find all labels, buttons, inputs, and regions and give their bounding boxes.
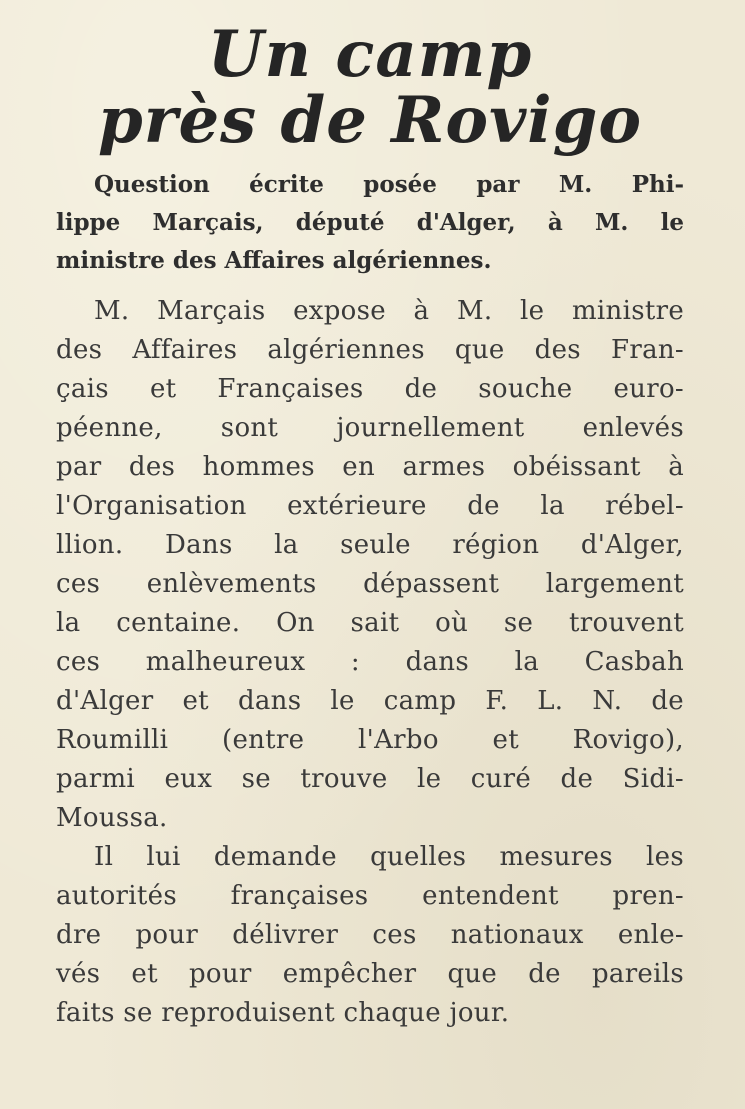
body-line: péenne, sont journellement enlevés	[56, 413, 684, 443]
body-line: ces enlèvements dépassent largement	[56, 569, 684, 599]
body-paragraph-1	[56, 292, 684, 838]
body-line: d'Alger et dans le camp F. L. N. de	[56, 686, 684, 716]
body-line: l'Organisation extérieure de la rébel-	[56, 491, 684, 521]
body-line: faits se reproduisent chaque jour.	[56, 998, 510, 1028]
body-line: ces malheureux : dans la Casbah	[56, 647, 684, 677]
body-line: par des hommes en armes obéissant à	[56, 452, 684, 482]
lead-line: Question écrite posée par M. Phi-	[94, 171, 684, 198]
lead-line: ministre des Affaires algériennes.	[56, 247, 492, 274]
headline-line-2: près de Rovigo	[97, 83, 643, 158]
body-line: çais et Françaises de souche euro-	[56, 374, 684, 404]
body-line: Moussa.	[56, 803, 168, 833]
body-line: Roumilli (entre l'Arbo et Rovigo),	[56, 725, 684, 755]
body-line: M. Marçais expose à M. le ministre	[94, 296, 684, 326]
body-line: Il lui demande quelles mesures les	[94, 842, 684, 872]
headline-line-1: Un camp	[207, 17, 533, 92]
headline	[56, 17, 684, 158]
body-line: autorités françaises entendent pren-	[56, 881, 684, 911]
body-line: vés et pour empêcher que de pareils	[56, 959, 684, 989]
body-line: dre pour délivrer ces nationaux enle-	[56, 920, 684, 950]
article	[56, 17, 684, 1033]
body-paragraph-2	[56, 838, 684, 1033]
body-line: llion. Dans la seule région d'Alger,	[56, 530, 684, 560]
article-body	[56, 292, 684, 1033]
body-line: la centaine. On sait où se trouvent	[56, 608, 684, 638]
body-line: des Affaires algériennes que des Fran-	[56, 335, 684, 365]
lead-paragraph	[56, 166, 684, 280]
body-line: parmi eux se trouve le curé de Sidi-	[56, 764, 684, 794]
lead-line: lippe Marçais, député d'Alger, à M. le	[56, 209, 684, 236]
